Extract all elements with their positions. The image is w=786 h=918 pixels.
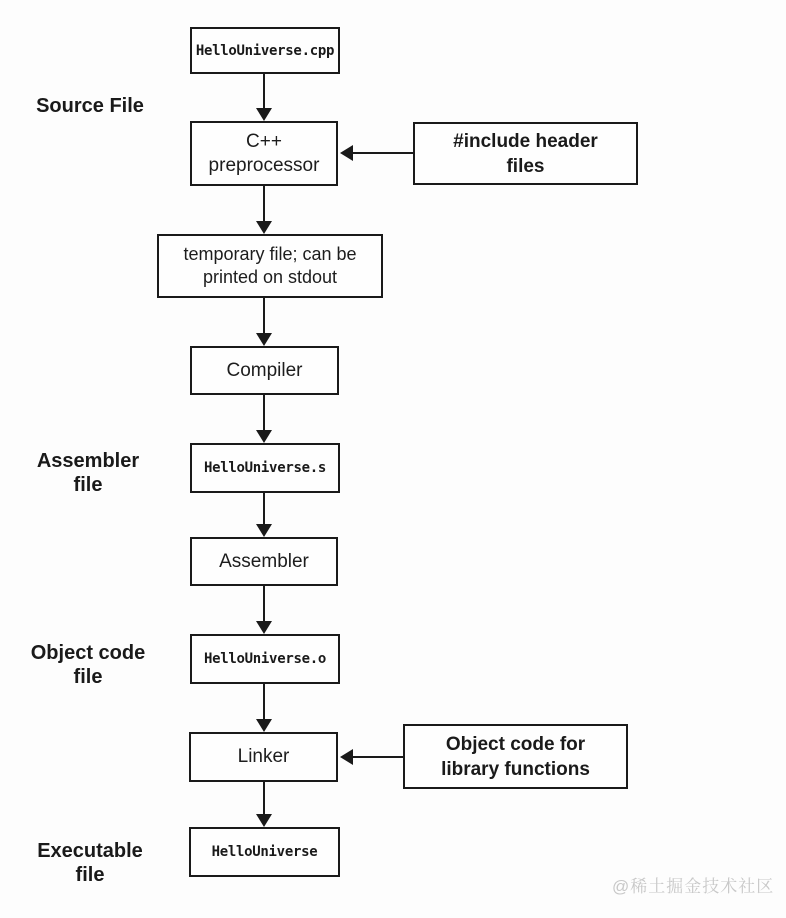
node-executable-box [189,827,340,877]
arrow-asmfile-to-assembler-icon [256,493,272,537]
annotation-library-object-code [403,724,628,789]
stage-label-line: Executable [37,840,143,862]
stage-label-line: Source File [36,95,144,117]
annotation-line: library functions [441,758,590,780]
annotation-line: Object code for [445,733,586,755]
node-label: HelloUniverse.cpp [195,42,335,59]
node-assembler-file-box [190,443,340,493]
annotation-include-headers [413,122,638,185]
node-compiler [190,346,339,395]
node-label: HelloUniverse [211,844,318,860]
stage-label-line: file [73,474,103,496]
arrow-libraries-to-linker-icon [340,749,403,765]
annotation-line: #include header [453,130,598,152]
node-object-file-box [190,634,340,684]
node-label: Linker [237,746,290,767]
annotation-line: files [506,155,545,177]
stage-label-object-code-file [8,641,168,689]
arrow-objfile-to-linker-icon [256,684,272,732]
stage-label-source-file [10,94,170,118]
stage-label-line: file [73,666,103,688]
arrow-linker-to-executable-icon [256,782,272,827]
stage-label-line: Object code [30,642,146,664]
node-assembler [190,537,338,586]
arrow-compiler-to-asmfile-icon [256,395,272,443]
node-label: HelloUniverse.o [204,651,326,667]
arrow-headers-to-preprocessor-icon [340,145,413,161]
arrow-cpp-to-preprocessor-icon [256,74,272,121]
watermark-text: @稀土掘金技术社区 [612,877,775,896]
node-linker [189,732,338,782]
node-label: Assembler [219,550,309,572]
node-label: preprocessor [208,154,320,176]
arrow-tempfile-to-compiler-icon [256,298,272,346]
stage-label-line: Assembler [36,450,140,472]
node-cpp-preprocessor [190,121,338,186]
node-label: temporary file; can be [183,244,357,264]
node-label: printed on stdout [202,267,338,287]
stage-label-line: file [75,864,105,886]
node-source-file-box [190,27,340,74]
stage-label-assembler-file [18,449,158,497]
node-label: C++ [246,130,282,152]
node-temporary-file [157,234,383,298]
node-label: HelloUniverse.s [204,460,326,476]
arrow-assembler-to-objfile-icon [256,586,272,634]
stage-label-executable-file [10,839,170,887]
arrow-preprocessor-to-tempfile-icon [256,186,272,234]
node-label: Compiler [226,359,303,381]
